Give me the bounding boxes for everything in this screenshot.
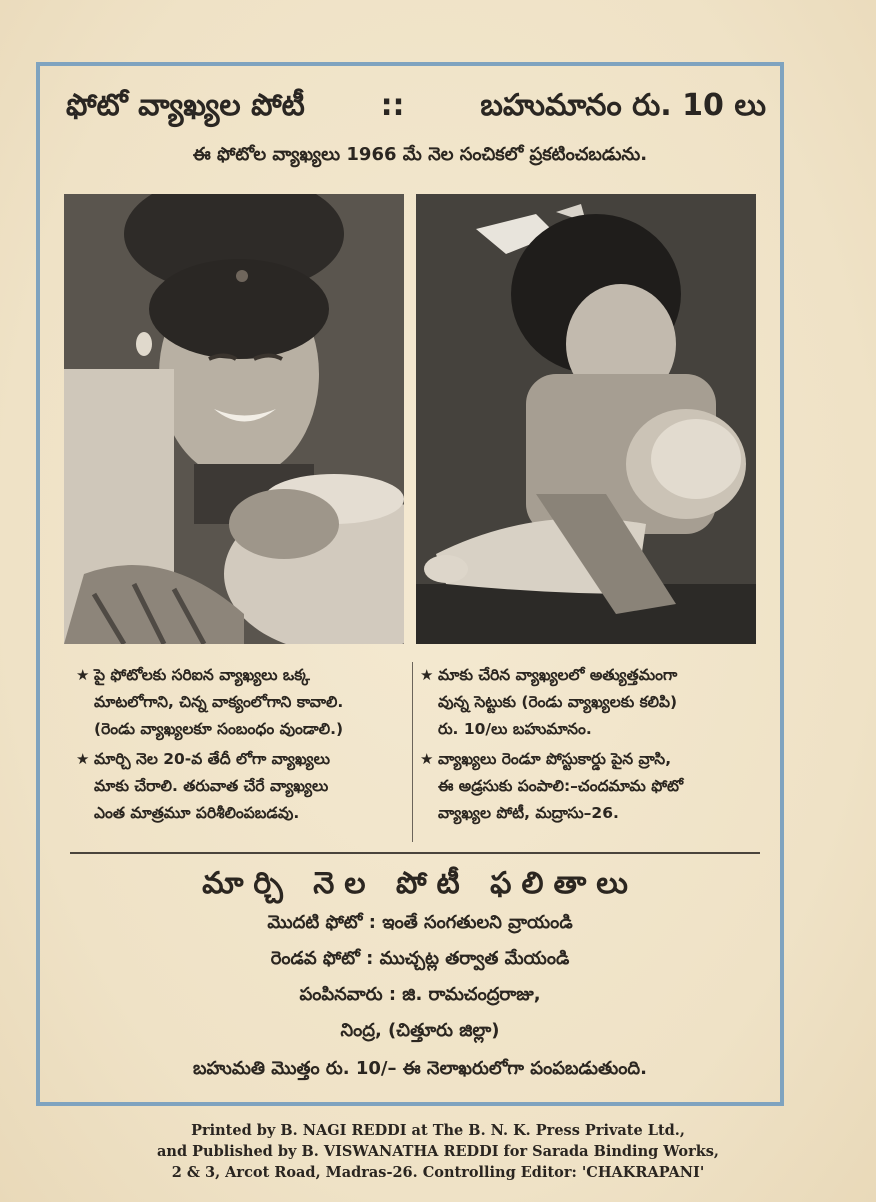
imprint-line-1: Printed by B. NAGI REDDI at The B. N. K. Press Private Ltd.,	[191, 1122, 685, 1139]
contest-subtitle: ఈ ఫోటోల వ్యాఖ్యలు 1966 మే నెల సంచికలో ప్రకటించబడును.	[192, 144, 648, 165]
results-title: మార్చి నెల పోటీ ఫలితాలు	[202, 866, 638, 901]
contest-header	[66, 88, 766, 130]
imprint-line-3: 2 & 3, Arcot Road, Madras-26. Controlling Editor: 'CHAKRAPANI'	[171, 1164, 705, 1181]
rule-item	[420, 746, 754, 827]
result-sender: పంపినవారు : జి. రామచంద్రరాజు,	[299, 984, 541, 1005]
rule-text: మాకు చేరిన వ్యాఖ్యలలో అత్యుత్తమంగా వున్న సెట్టుకు (రెండు వ్యాఖ్యలకు కలిపి) రు. 10/లు బహుమానం.	[438, 666, 678, 738]
rule-text: మార్చి నెల 20-వ తేదీ లోగా వ్యాఖ్యలు మాకు చేరాలి. తరువాత చేరే వ్యాఖ్యలు ఎంత మాత్రమూ పరిశీలింపబడవు.	[94, 750, 330, 822]
prize-amount: బహుమానం రు. 10 లు	[480, 88, 766, 123]
result-first-photo: మొదటి ఫోటో : ఇంతే సంగతులని వ్రాయండి	[267, 912, 573, 933]
star-icon: ★	[76, 750, 90, 768]
column-divider	[412, 662, 413, 842]
star-icon: ★	[420, 750, 434, 768]
rules-left-column	[76, 662, 396, 830]
section-divider	[70, 852, 760, 854]
title-separator: ::	[380, 88, 405, 123]
photo-right-image	[416, 194, 756, 644]
result-prize-note: బహుమతి మొత్తం రు. 10/– ఈ నెలాఖరులోగా పంపబడుతుంది.	[193, 1058, 647, 1079]
contest-rules	[76, 662, 750, 852]
rule-item	[76, 662, 396, 743]
rule-item	[76, 746, 396, 827]
rules-right-column	[420, 662, 754, 830]
contest-title: ఫోటో వ్యాఖ్యల పోటీ	[66, 88, 305, 123]
imprint-line-2: and Published by B. VISWANATHA REDDI for Sarada Binding Works,	[157, 1143, 719, 1160]
result-place: నింద్ర, (చిత్తూరు జిల్లా)	[340, 1020, 500, 1041]
photo-mother-and-baby	[64, 194, 404, 644]
photo-girl-with-doll	[416, 194, 756, 644]
rule-item	[420, 662, 754, 743]
result-second-photo: రెండవ ఫోటో : ముచ్చట్ల తర్వాత మేయండి	[270, 948, 570, 969]
rule-text: పై ఫోటోలకు సరిఐన వ్యాఖ్యలు ఒక్క మాటలోగాని, చిన్న వాక్యంలోగాని కావాలి. (రెండు వ్యాఖ్యలకూ సంబంధం వుండాలి.)	[94, 666, 344, 738]
star-icon: ★	[76, 666, 90, 684]
printer-imprint	[60, 1120, 816, 1183]
photo-left-image	[64, 194, 404, 644]
rule-text: వ్యాఖ్యలు రెండూ పోస్టుకార్డు పైన వ్రాసి, ఈ అడ్రసుకు పంపాలి:–చందమామ ఫోటో వ్యాఖ్యల పోటీ, మద్రాసు–26.	[438, 750, 684, 822]
star-icon: ★	[420, 666, 434, 684]
